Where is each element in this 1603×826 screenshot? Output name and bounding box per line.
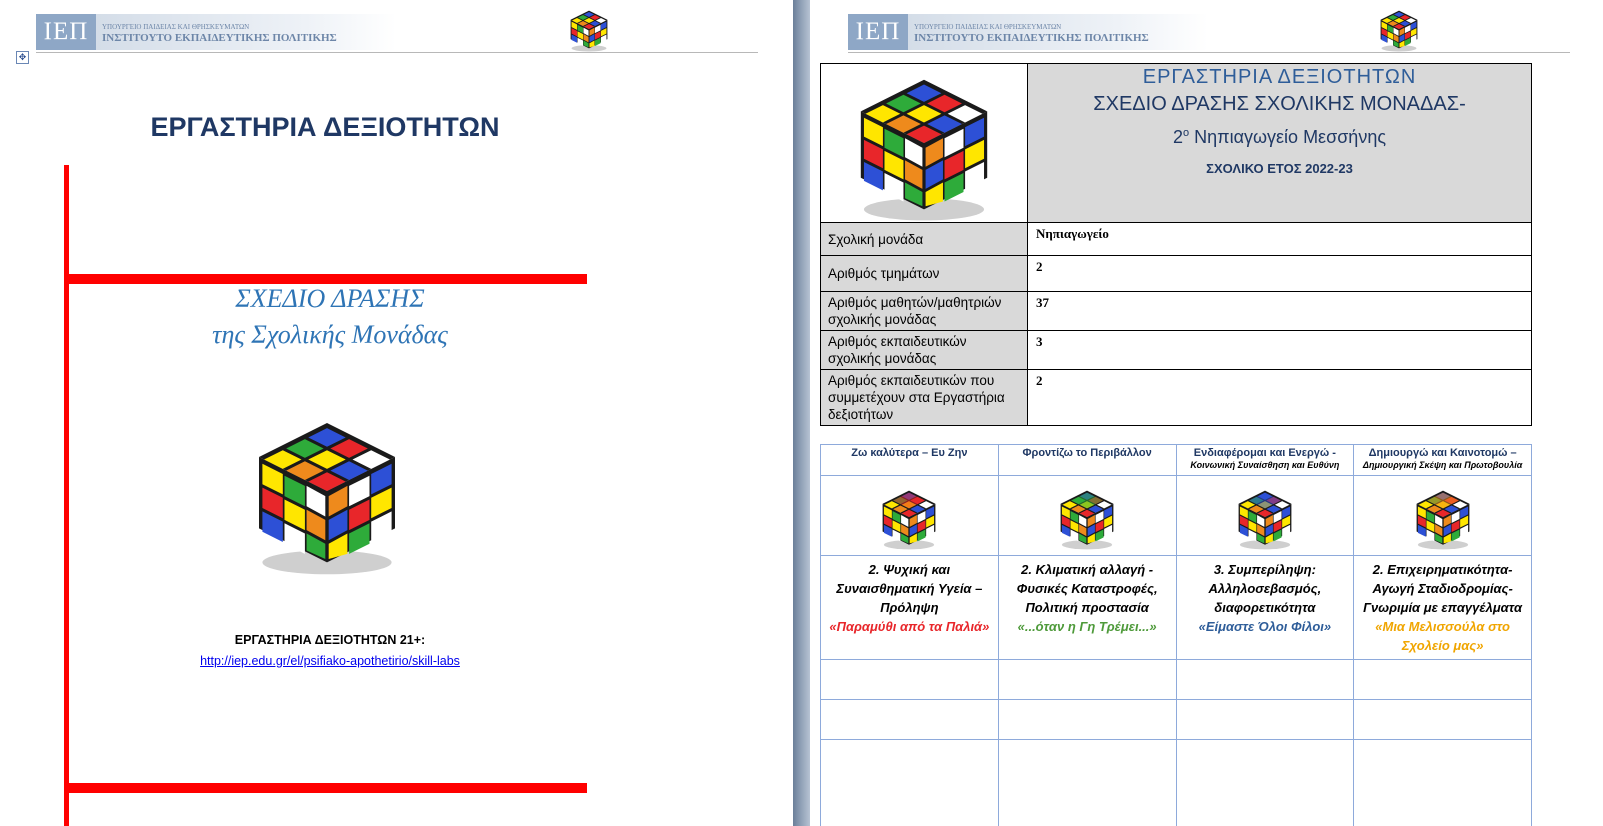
iep-logo: ΙΕΠ xyxy=(36,14,96,50)
theme-project: «Μια Μελισσούλα στο Σχολείο μας» xyxy=(1375,619,1510,653)
page-header xyxy=(848,14,1568,54)
theme-project: «Είμαστε Όλοι Φίλοι» xyxy=(1198,619,1332,634)
table-move-handle-icon[interactable]: ✥ xyxy=(16,51,29,64)
theme-cube-cell xyxy=(1354,476,1532,556)
theme-content-cell[interactable] xyxy=(998,556,1176,660)
info-value[interactable]: 2 xyxy=(1028,256,1532,292)
empty-cell[interactable] xyxy=(998,700,1176,740)
header-divider xyxy=(848,52,1570,53)
empty-cell[interactable] xyxy=(821,700,999,740)
school-info-table xyxy=(820,63,1532,426)
plan-heading-cell xyxy=(1028,64,1532,223)
theme-project: «Παραμύθι από τα Παλιά» xyxy=(829,619,990,634)
ministry-name: ΥΠΟΥΡΓΕΙΟ ΠΑΙΔΕΙΑΣ ΚΑΙ ΘΡΗΣΚΕΥΜΑΤΩΝ xyxy=(914,23,1062,31)
theme-project: «...όταν η Γη Τρέμει...» xyxy=(1017,619,1157,634)
red-frame-bottom xyxy=(69,783,587,793)
rubik-cube-image xyxy=(844,64,1004,222)
institute-name: ΙΝΣΤΙΤΟΥΤΟ ΕΚΠΑΙΔΕΥΤΙΚΗΣ ΠΟΛΙΤΙΚΗΣ xyxy=(102,32,337,44)
empty-cell[interactable] xyxy=(821,660,999,700)
info-value[interactable]: 3 xyxy=(1028,331,1532,370)
rubik-cube-image xyxy=(242,402,412,580)
action-plan-page xyxy=(810,0,1603,826)
empty-cell[interactable] xyxy=(821,740,999,826)
empty-cell[interactable] xyxy=(1176,700,1354,740)
info-label: Αριθμός μαθητών/μαθητριών σχολικής μονάδας xyxy=(821,292,1028,331)
ministry-name: ΥΠΟΥΡΓΕΙΟ ΠΑΙΔΕΙΑΣ ΚΑΙ ΘΡΗΣΚΕΥΜΑΤΩΝ xyxy=(102,23,250,31)
plan-heading: ΣΧΕΔΙΟ ΔΡΑΣΗΣ ΣΧΟΛΙΚΗΣ ΜΟΝΑΔΑΣ- xyxy=(1093,93,1466,115)
theme-cube-cell xyxy=(998,476,1176,556)
theme-header: Ενδιαφέρομαι και Ενεργώ - Κοινωνική Συναίσθηση και Ευθύνη xyxy=(1176,445,1354,476)
theme-content-cell[interactable] xyxy=(821,556,999,660)
theme-content-cell[interactable] xyxy=(1176,556,1354,660)
info-label: Αριθμός εκπαιδευτικών που συμμετέχουν στα Εργαστήρια δεξιοτήτων xyxy=(821,370,1028,426)
rubik-cube-icon xyxy=(1376,6,1422,52)
plan-title-line1: ΣΧΕΔΙΟ ΔΡΑΣΗΣ xyxy=(235,284,425,313)
rubik-cube-icon xyxy=(566,6,612,52)
empty-cell[interactable] xyxy=(1354,740,1532,826)
logo-cell xyxy=(821,64,1028,223)
theme-topic: 2. Ψυχική και Συναισθηματική Υγεία – Πρόληψη xyxy=(836,562,983,615)
cover-page xyxy=(0,0,793,826)
empty-cell[interactable] xyxy=(1176,660,1354,700)
info-label: Αριθμός τμημάτων xyxy=(821,256,1028,292)
red-frame-vertical xyxy=(64,165,69,826)
themes-table xyxy=(820,444,1532,826)
header-divider xyxy=(36,52,758,53)
school-name-heading: $2^o$ Νηπιαγωγείο Μεσσήνης xyxy=(1173,127,1386,147)
empty-cell[interactable] xyxy=(1176,740,1354,826)
info-value[interactable]: Νηπιαγωγείο xyxy=(1028,223,1532,256)
workshops-heading: ΕΡΓΑΣΤΗΡΙΑ ΔΕΞΙΟΤΗΤΩΝ xyxy=(1142,66,1417,88)
rubik-cube-icon xyxy=(1232,484,1298,550)
rubik-cube-icon xyxy=(1410,484,1476,550)
page-header xyxy=(36,14,756,54)
empty-cell[interactable] xyxy=(1354,660,1532,700)
institute-name: ΙΝΣΤΙΤΟΥΤΟ ΕΚΠΑΙΔΕΥΤΙΚΗΣ ΠΟΛΙΤΙΚΗΣ xyxy=(914,32,1149,44)
empty-cell[interactable] xyxy=(998,660,1176,700)
page-gutter xyxy=(793,0,810,826)
theme-topic: 2. Επιχειρηματικότητα- Αγωγή Σταδιοδρομίας- Γνωριμία με επαγγέλματα xyxy=(1363,562,1523,615)
theme-cube-cell xyxy=(821,476,999,556)
theme-header: Ζω καλύτερα – Ευ Ζην xyxy=(821,445,999,476)
iep-logo: ΙΕΠ xyxy=(848,14,908,50)
rubik-cube-icon xyxy=(876,484,942,550)
skills-label: ΕΡΓΑΣΤΗΡΙΑ ΔΕΞΙΟΤΗΤΩΝ 21+: xyxy=(234,633,426,647)
rubik-cube-icon xyxy=(1054,484,1120,550)
plan-title-line2: της Σχολικής Μονάδας xyxy=(212,320,448,349)
info-value[interactable]: 37 xyxy=(1028,292,1532,331)
empty-cell[interactable] xyxy=(1354,700,1532,740)
theme-topic: 3. Συμπερίληψη: Αλληλοσεβασμός, διαφορετικότητα xyxy=(1208,562,1322,615)
info-value[interactable]: 2 xyxy=(1028,370,1532,426)
info-label: Σχολική μονάδα xyxy=(821,223,1028,256)
skills-link[interactable]: http://iep.edu.gr/el/psifiako-apothetirio/skill-labs xyxy=(200,654,460,668)
theme-header: Φροντίζω το Περιβάλλον xyxy=(998,445,1176,476)
theme-topic: 2. Κλιματική αλλαγή - Φυσικές Καταστροφές, Πολιτική προστασία xyxy=(1016,562,1158,615)
school-year: ΣΧΟΛΙΚΟ ΕΤΟΣ 2022-23 xyxy=(1206,161,1353,176)
red-frame-top xyxy=(69,274,587,284)
info-label: Αριθμός εκπαιδευτικών σχολικής μονάδας xyxy=(821,331,1028,370)
cover-title: ΕΡΓΑΣΤΗΡΙΑ ΔΕΞΙΟΤΗΤΩΝ xyxy=(150,112,500,142)
theme-content-cell[interactable] xyxy=(1354,556,1532,660)
empty-cell[interactable] xyxy=(998,740,1176,826)
theme-header: Δημιουργώ και Καινοτομώ – Δημιουργική Σκέψη και Πρωτοβουλία xyxy=(1354,445,1532,476)
theme-cube-cell xyxy=(1176,476,1354,556)
